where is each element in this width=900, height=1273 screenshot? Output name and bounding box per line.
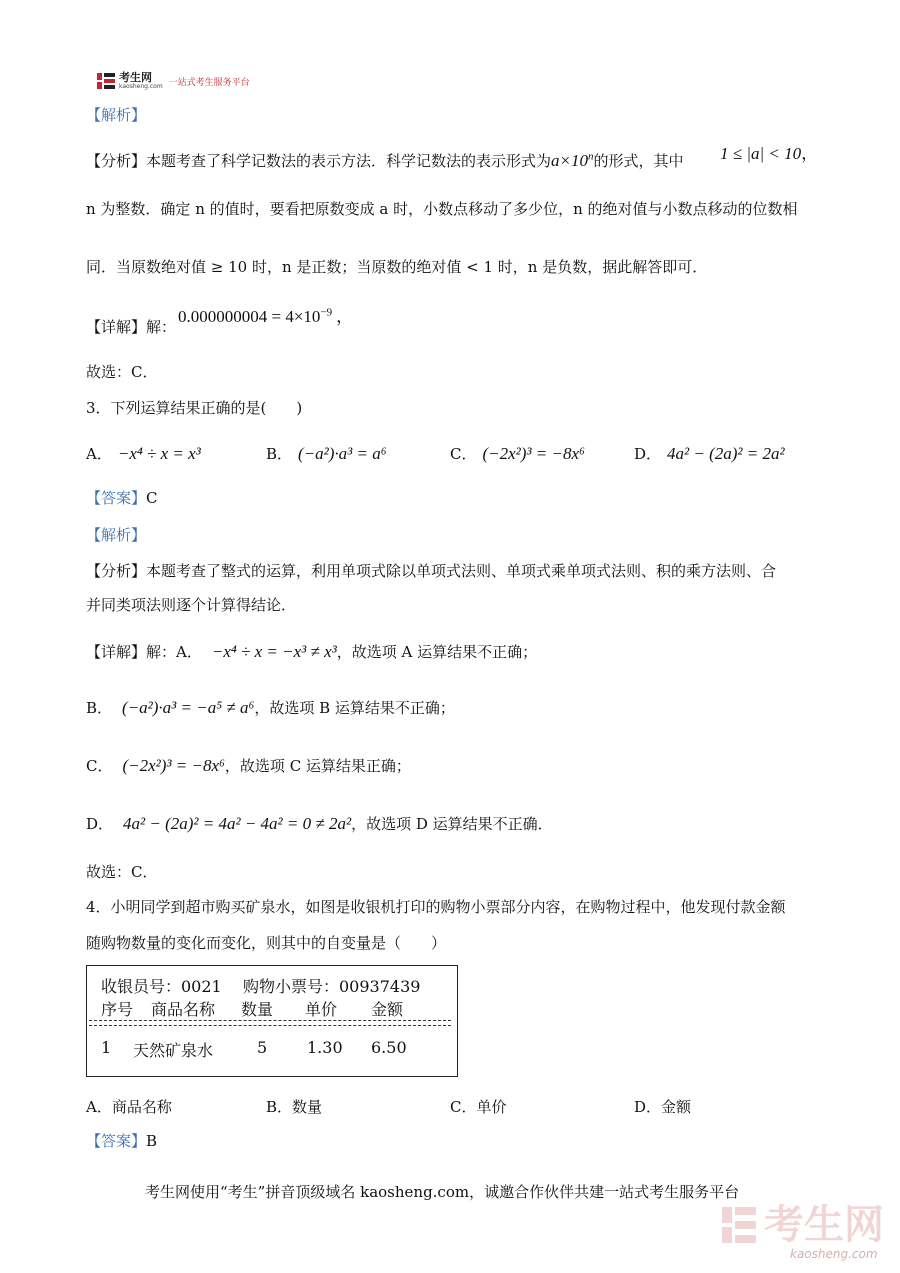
receipt-header-price: 单价 — [305, 1000, 338, 1019]
xiangjie-text: 解： — [146, 318, 177, 336]
q2-jiexi-tag: 【解析】 — [86, 106, 147, 124]
receipt-row-name: 天然矿泉水 — [133, 1041, 214, 1060]
q3-answer — [86, 487, 158, 508]
q3-answer-tag: 【答案】 — [86, 489, 147, 507]
q3-xiangjie-d-pre: D． — [86, 815, 114, 833]
q3-jiexi-tag: 【解析】 — [86, 526, 147, 544]
fenxi-comma: ， — [801, 144, 819, 163]
receipt-header-index: 序号 — [101, 1000, 134, 1019]
logo-mark-icon — [96, 72, 116, 90]
q3-option-a[interactable] — [86, 443, 201, 464]
q3-fenxi-line1 — [86, 560, 776, 581]
q3-option-b[interactable] — [266, 443, 387, 464]
q3-fenxi-text: 本题考查了整式的运算，利用单项式除以单项式法则、单项式乘单项式法则、积的乘方法则、合 — [146, 562, 777, 580]
q4-answer — [86, 1130, 157, 1151]
xiangjie-tag: 【详解】 — [86, 318, 147, 336]
watermark-domain: kaosheng.com — [790, 1247, 878, 1261]
q3-xiangjie-c — [86, 755, 411, 776]
receipt-row-index: 1 — [101, 1038, 112, 1057]
q2-fenxi-line3: 同．当原数绝对值 ≥ 10 时，n 是正数；当原数的绝对值 < 1 时，n 是负数，据此解答即可． — [86, 258, 708, 276]
logo-domain: kaosheng.com — [119, 83, 163, 90]
q3-fenxi-line2: 并同类项法则逐个计算得结论． — [86, 596, 297, 614]
q3-option-d-label: D． — [634, 445, 662, 463]
q4-option-d[interactable]: D．金额 — [634, 1098, 692, 1116]
q4-answer-tag: 【答案】 — [86, 1132, 147, 1150]
q4-stem-line1: 4．小明同学到超市购买矿泉水，如图是收银机打印的购物小票部分内容，在购物过程中，他发现付款金额 — [86, 898, 786, 916]
q3-xiangjie-b-pre: B． — [86, 699, 113, 717]
q3-xiangjie-d — [86, 813, 553, 834]
q3-option-d-formula: 4a² − (2a)² = 2a² — [667, 444, 785, 463]
fenxi-inequality — [720, 139, 818, 164]
q3-option-b-formula: (−a²)·a³ = a⁶ — [298, 444, 387, 463]
q2-xiangjie-tag — [86, 316, 176, 337]
receipt-header-qty: 数量 — [241, 1000, 274, 1019]
q3-xiangjie-c-pre: C． — [86, 757, 113, 775]
q3-stem: 3．下列运算结果正确的是( ) — [86, 399, 303, 417]
q3-guxuan: 故选：C． — [86, 863, 158, 881]
q2-fenxi-line1 — [86, 150, 684, 171]
q4-stem-line2: 随购物数量的变化而变化，则其中的自变量是（ ） — [86, 934, 447, 952]
fenxi-text: 本题考查了科学记数法的表示方法．科学记数法的表示形式为 — [146, 152, 552, 170]
q3-xiangjie-tag: 【详解】 — [86, 643, 147, 661]
xiangjie-formula-sup: −9 — [320, 306, 333, 319]
q3-fenxi-tag: 【分析】 — [86, 562, 147, 580]
q3-xiangjie-a — [86, 641, 537, 662]
receipt-row-qty: 5 — [257, 1038, 268, 1057]
q3-xiangjie-c-formula: (−2x²)³ = −8x⁶ — [122, 756, 225, 775]
fenxi-tag: 【分析】 — [86, 152, 147, 170]
receipt-cashier: 收银员号：0021 — [101, 977, 222, 996]
q3-option-c-label: C． — [450, 445, 477, 463]
receipt-box — [86, 965, 458, 1077]
q4-option-c[interactable]: C．单价 — [450, 1098, 507, 1116]
fenxi-ineq-text: 1 ≤ |a| < 10 — [720, 144, 802, 163]
q2-xiangjie-formula — [178, 302, 353, 327]
q2-guxuan: 故选：C． — [86, 363, 158, 381]
fenxi-formula — [551, 151, 593, 170]
fenxi-text-b: 的形式，其中 — [593, 152, 684, 170]
q3-answer-value: C — [146, 489, 158, 507]
fenxi-formula-sup: n — [588, 150, 594, 163]
watermark — [720, 1202, 884, 1248]
q4-option-a[interactable]: A．商品名称 — [86, 1098, 172, 1116]
receipt-divider — [89, 1020, 451, 1026]
q3-option-a-label: A． — [86, 445, 112, 463]
header-logo[interactable] — [96, 72, 250, 90]
q4-option-b[interactable]: B．数量 — [266, 1098, 323, 1116]
fenxi-formula-base: a×10 — [551, 151, 589, 170]
q3-xiangjie-a-post: ，故选项 A 运算结果不正确； — [336, 643, 538, 661]
watermark-logo-icon — [720, 1205, 758, 1245]
receipt-row-price: 1.30 — [307, 1038, 343, 1057]
page-footer[interactable]: 考生网使用“考生”拼音顶级域名 kaosheng.com，诚邀合作伙伴共建一站式考生服务平台 — [145, 1183, 740, 1201]
q3-xiangjie-a-pre: 解：A． — [146, 643, 202, 661]
q3-xiangjie-b-formula: (−a²)·a³ = −a⁵ ≠ a⁶ — [122, 698, 255, 717]
receipt-ticket: 购物小票号：00937439 — [243, 977, 421, 996]
logo-slogan: 一站式考生服务平台 — [168, 77, 250, 88]
logo-brand: 考生网 — [119, 71, 152, 84]
q3-xiangjie-d-formula: 4a² − (2a)² = 4a² − 4a² = 0 ≠ 2a² — [123, 814, 352, 833]
q3-xiangjie-c-post: ，故选项 C 运算结果正确； — [224, 757, 411, 775]
q3-option-c-formula: (−2x²)³ = −8x⁶ — [482, 444, 585, 463]
q4-answer-value: B — [146, 1132, 158, 1150]
q3-xiangjie-d-post: ，故选项 D 运算结果不正确． — [351, 815, 553, 833]
watermark-brand: 考生网 — [764, 1202, 884, 1248]
q3-xiangjie-a-formula: −x⁴ ÷ x = −x³ ≠ x³ — [211, 642, 337, 661]
receipt-header-amount: 金额 — [371, 1000, 404, 1019]
receipt-row-amount: 6.50 — [371, 1038, 407, 1057]
xiangjie-formula-end: ， — [336, 307, 354, 326]
q3-option-c[interactable] — [450, 443, 585, 464]
q3-option-d[interactable] — [634, 443, 785, 464]
xiangjie-formula-base: 0.000000004 = 4×10 — [178, 307, 321, 326]
q3-xiangjie-b — [86, 697, 455, 718]
q2-fenxi-line2: n 为整数．确定 n 的值时，要看把原数变成 a 时，小数点移动了多少位，n 的绝对值与小数点移动的位数相 — [86, 200, 798, 218]
q3-option-b-label: B． — [266, 445, 293, 463]
receipt-header-name: 商品名称 — [151, 1000, 216, 1019]
q3-option-a-formula: −x⁴ ÷ x = x³ — [117, 444, 201, 463]
q3-xiangjie-b-post: ，故选项 B 运算结果不正确； — [254, 699, 455, 717]
